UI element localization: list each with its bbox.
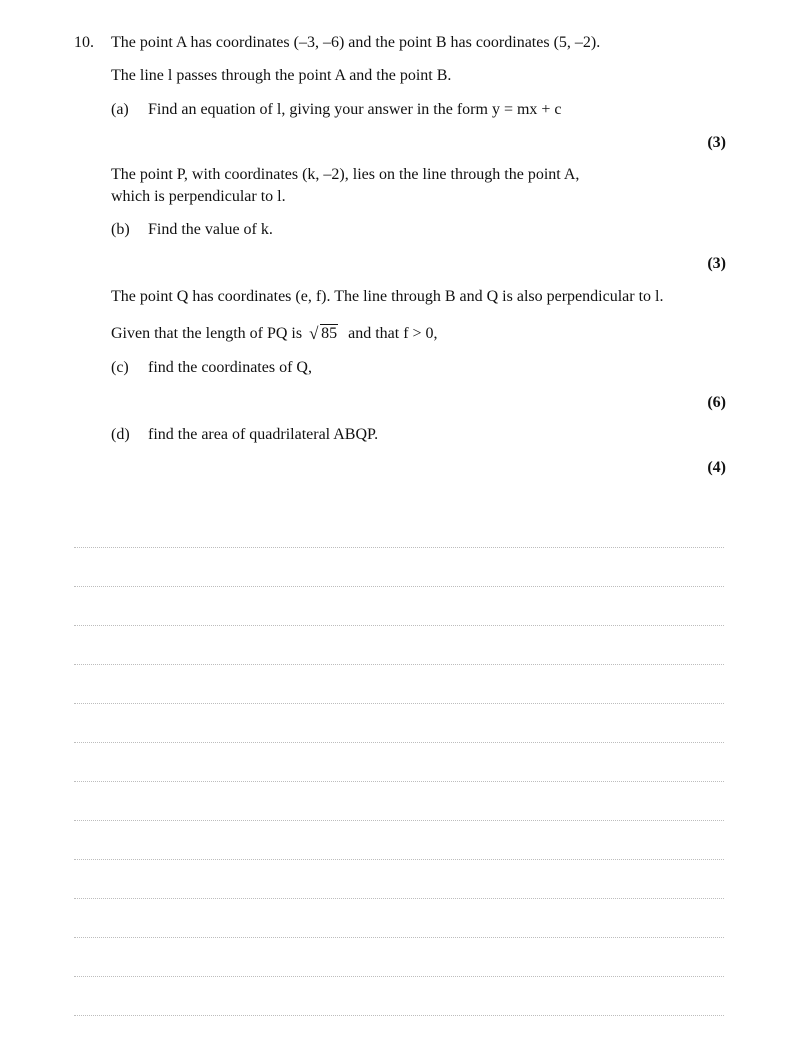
answer-line	[74, 625, 724, 626]
answer-line	[74, 937, 724, 938]
radical-sign: √	[309, 324, 319, 343]
part-d-label: (d)	[111, 426, 130, 443]
part-c-marks: (6)	[707, 394, 726, 411]
part-a-text: Find an equation of l, giving your answer in the form y = mx + c	[148, 101, 562, 118]
answer-line	[74, 898, 724, 899]
given-line	[111, 325, 438, 343]
part-a-label: (a)	[111, 101, 129, 118]
part-c-text: find the coordinates of Q,	[148, 359, 312, 376]
context-p-line-2: which is perpendicular to l.	[111, 188, 286, 205]
answer-line	[74, 703, 724, 704]
part-b-label: (b)	[111, 221, 130, 238]
answer-line	[74, 1015, 724, 1016]
answer-line	[74, 820, 724, 821]
part-d-marks: (4)	[707, 459, 726, 476]
given-prefix: Given that the length of PQ is	[111, 325, 303, 342]
answer-line	[74, 664, 724, 665]
context-q-line: The point Q has coordinates (e, f). The line through B and Q is also perpendicular to l.	[111, 288, 664, 305]
part-d-text: find the area of quadrilateral ABQP.	[148, 426, 379, 443]
part-b-text: Find the value of k.	[148, 221, 273, 238]
answer-line	[74, 547, 724, 548]
answer-line	[74, 859, 724, 860]
part-b-marks: (3)	[707, 255, 726, 272]
part-a-marks: (3)	[707, 134, 726, 151]
part-c-label: (c)	[111, 359, 129, 376]
answer-line	[74, 781, 724, 782]
question-number: 10.	[74, 34, 94, 51]
context-p-line-1: The point P, with coordinates (k, –2), lies on the line through the point A,	[111, 166, 580, 183]
radicand: 85	[321, 325, 338, 342]
question-intro-line-2: The line l passes through the point A and the point B.	[111, 67, 452, 84]
answer-space[interactable]	[74, 547, 724, 1054]
answer-line	[74, 976, 724, 977]
question-intro-line-1: The point A has coordinates (–3, –6) and the point B has coordinates (5, –2).	[111, 34, 601, 51]
given-suffix: and that f > 0,	[348, 325, 438, 342]
square-root	[309, 325, 338, 343]
answer-line	[74, 586, 724, 587]
answer-line	[74, 742, 724, 743]
